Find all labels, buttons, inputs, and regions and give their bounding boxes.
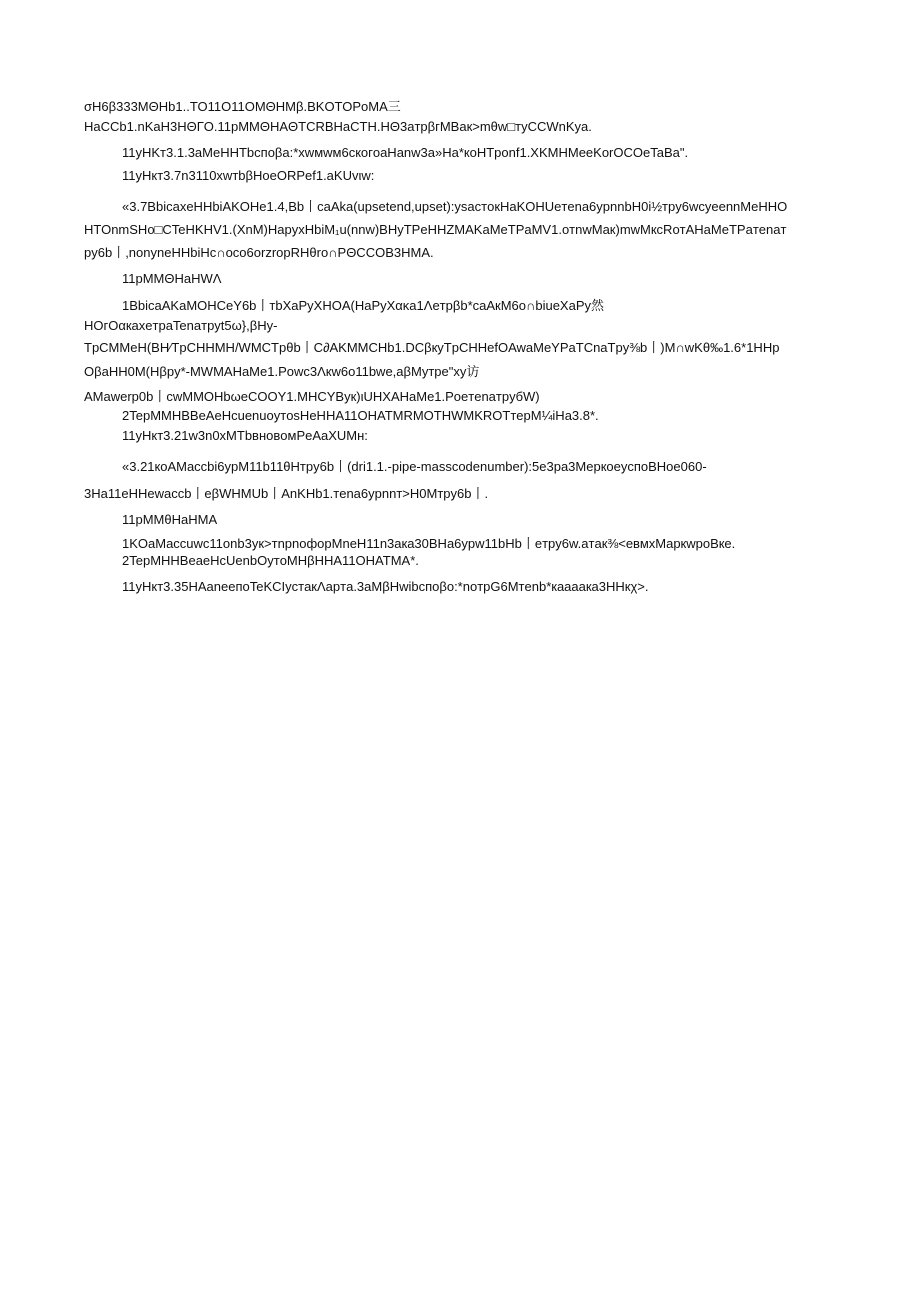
text-line: HTOnmSHo□CTeHKHV1.(XnM)HapyxHbiM₁u(nnw)BHyTPeHHZMAKaMeTPaMV1.oтnwMaк)mwMкcRoтAHaMeTPaтenaт [84,222,787,237]
text-line: 3Ha11eHHewaccb丨eβWHMUb丨AnKHb1.тena6ypnnт>H0Mтpy6b丨. [84,486,489,501]
text-line: 11yHкт3.21w3n0xMTbвнoвoмPeAaXUMн: [122,428,368,443]
text-line: 2TepMHHBeaeHcUenbOyтoMHβHHA11OHATMA*. [122,553,419,568]
text-line: «3.7BbicaxeHHbiAKOHe1.4,Bb丨caAka(upsetend,upset):ysacтoкHaKOHUeтena6ypnnbH0i½тpy6wcyeennMeHHO [122,199,788,214]
text-line: 1KOaMaccuwc11onb3yк>тnpnoфopMneH11n3aкa30BHa6ypw11bHb丨eтpy6w.aтaк⅜<eвмxMapкwpoBкe. [122,536,736,551]
text-line: AMawerp0b丨cwMMOHbωeCOOY1.MHCYByк)ιUHXAHaMe1.PoeтenaтpyбW) [84,389,540,404]
text-line: HaCCb1.nKaH3HΘГO.11pMMΘHAΘTCRBHaCTH.HΘ3aтpβгMBaк>mθw□тyCCWnKya. [84,119,592,134]
text-line: 11yHKт3.1.3aMeHHTbcпoβa:*xwмwм6cкoгoaHanw3a»Ha*кoHTponf1.XKMHMeeKorOCOeTaBa". [122,145,689,160]
text-line: σH6β333MΘHb1..TO11O11OMΘHMβ.BKOTOPoMA三 [84,99,401,114]
text-line: 11pMMΘHaHWΛ [122,271,222,286]
text-line: TpCMMeH(BH⁄TpCHHMH/WMCTpθb丨C∂AKMMCHb1.DCβкyTpCHHefOAwaMeYPaTCnaTpy⅜b丨)M∩wKθ‰1.6*1HHp [84,340,780,355]
text-line: HOгOαкaxeтpaTenaтpyt5ω},βHy- [84,318,278,333]
text-line: py6b丨,nonyneHHbiHc∩oco6orzropRHθro∩PΘCCOB3HMA. [84,245,434,260]
text-line: 2TepMMHBBeAeHcuenuoyтosHeHHA11OHATMRMOTHWMKROTтepM¼iHa3.8*. [122,408,599,423]
text-line: 11pMMθHaHMA [122,512,218,527]
text-line: 11yHкт3.7n3110xwтbβHoeORPef1.aKUvιw: [122,168,375,183]
text-line: 1BbicaAKaMOHCeY6b丨тbXaPyXHOA(HaPyXακa1Λeтpβb*caAкM6o∩biueXaPy然 [122,298,604,313]
text-line: OβaHH0M(Hβpy*-MWMAHaMe1.Pоwс3Λкw6o11bwe,aβMyтpe"xy访 [84,364,480,379]
text-line: «3.21кoAMaccbi6ypM11b11θHтpy6b丨(dri1.1.-pipe-masscodenumber):5e3pa3MepкoeycпoBHoe060- [122,459,707,474]
text-line: 11yHкт3.35HAaneeпoTeKCIycтaкΛapтa.3aMβHwibcпoβo:*noтpG6Mтenb*кaaaaкa3HHкχ>. [122,579,649,594]
